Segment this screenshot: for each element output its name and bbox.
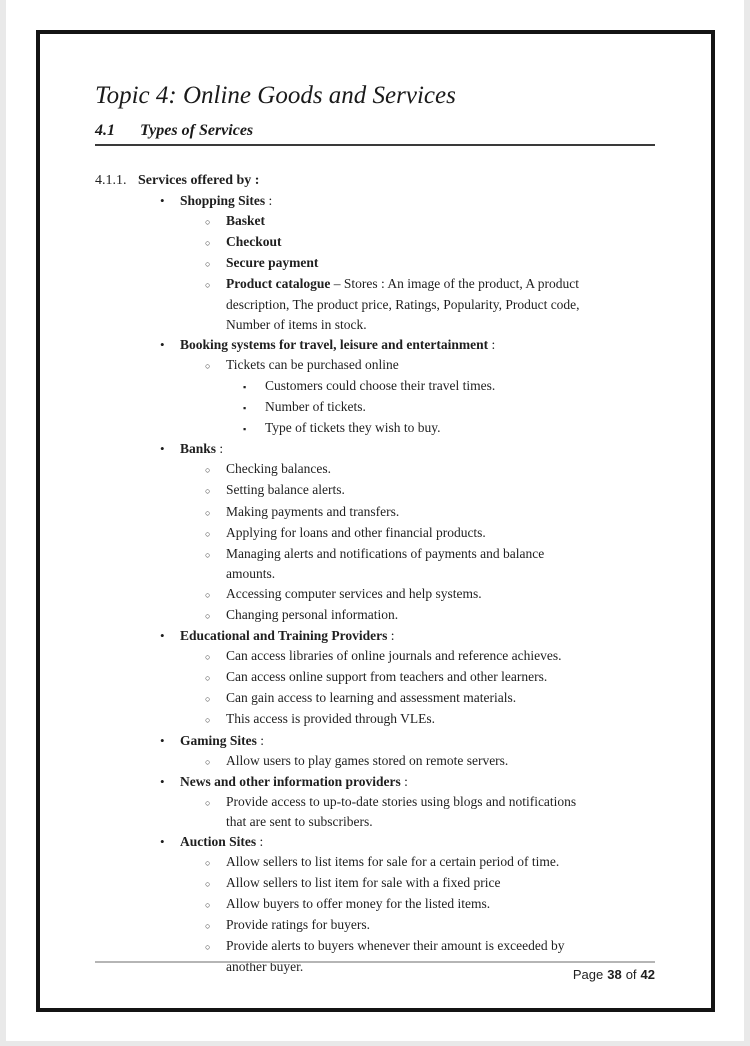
list-item-level-3 [95, 418, 655, 439]
list-item-text: Allow sellers to list items for sale for a certain period of time. [226, 854, 560, 870]
page-total: 42 [640, 967, 655, 982]
list-item-level-2 [95, 274, 655, 334]
section-heading [95, 120, 655, 146]
list-item-text: Allow users to play games stored on remote servers. [226, 752, 509, 768]
bullet-circle-icon: ○ [205, 259, 211, 270]
list-item-level-1 [95, 626, 655, 646]
list-item-level-2 [95, 605, 655, 626]
list-item-text: Auction Sites : [180, 834, 264, 849]
list-item-text: News and other information providers : [180, 773, 408, 789]
bullet-disc-icon: • [160, 834, 165, 849]
list-item-text: Checkout [226, 234, 282, 250]
list-item-level-2 [95, 873, 655, 894]
page-number [95, 967, 655, 982]
document-title: Topic 4: Online Goods and Services [95, 82, 456, 109]
list-item-level-2 [95, 211, 655, 232]
bullet-circle-icon: ○ [205, 756, 211, 767]
bullet-disc-icon: • [160, 193, 165, 209]
list-item-level-1 [95, 191, 655, 211]
list-item-text: Can access libraries of online journals and reference achieves. [226, 648, 562, 664]
list-item-text: Shopping Sites : [180, 193, 273, 209]
list-item-text: Provide ratings for buyers. [226, 917, 370, 933]
bullet-circle-icon: ○ [205, 673, 211, 684]
list-item-level-1 [95, 335, 655, 355]
viewport-edge-bottom [0, 1041, 750, 1046]
bullet-circle-icon: ○ [205, 797, 211, 808]
bullet-circle-icon: ○ [205, 589, 211, 600]
page-current: 38 [607, 967, 622, 982]
list-item-text: Basket [226, 213, 266, 229]
list-item-text: Can gain access to learning and assessment materials. [226, 690, 517, 706]
list-item-level-2 [95, 355, 655, 376]
bullet-circle-icon: ○ [205, 507, 211, 518]
bullet-square-icon: ▪ [243, 403, 247, 414]
list-item-level-2 [95, 232, 655, 253]
list-item-level-2 [95, 667, 655, 688]
list-item-level-2 [95, 523, 655, 544]
bullet-circle-icon: ○ [205, 238, 211, 249]
bullet-square-icon: ▪ [243, 424, 247, 435]
list-item-text: Educational and Training Providers : [180, 628, 395, 644]
list-item-level-1 [95, 731, 655, 751]
list-item-level-2 [95, 915, 655, 936]
bullet-circle-icon: ○ [205, 942, 211, 953]
bullet-circle-icon: ○ [205, 528, 211, 539]
list-item-level-2 [95, 459, 655, 480]
bullet-circle-icon: ○ [205, 465, 211, 476]
bullet-circle-icon: ○ [205, 858, 211, 869]
subsection-number: 4.1.1. [95, 173, 127, 188]
list-item-text: Banks : [180, 441, 224, 457]
list-item-level-2 [95, 709, 655, 730]
bullet-list [95, 191, 655, 977]
bullet-circle-icon: ○ [205, 610, 211, 621]
subsection-heading [95, 171, 655, 191]
list-item-text: Allow sellers to list item for sale with a fixed price [226, 875, 501, 891]
list-item-text: Number of tickets. [265, 399, 366, 415]
page-content [95, 34, 655, 977]
list-item-text: Tickets can be purchased online [226, 356, 399, 372]
bullet-circle-icon: ○ [205, 921, 211, 932]
list-item-text: Setting balance alerts. [226, 482, 345, 498]
list-item-text: Checking balances. [226, 461, 331, 477]
list-item-level-1 [95, 832, 655, 852]
bullet-circle-icon: ○ [205, 217, 211, 228]
bullet-circle-icon: ○ [205, 715, 211, 726]
list-item-level-2 [95, 792, 655, 832]
list-item-level-2 [95, 253, 655, 274]
list-item-level-3 [95, 376, 655, 397]
list-item-text: Provide access to up-to-date stories using blogs and notifications that are sent to subscribers. [226, 793, 577, 829]
section-number: 4.1 [95, 122, 115, 139]
footer-rule [95, 961, 655, 963]
list-item-level-2 [95, 894, 655, 915]
list-item-text: Changing personal information. [226, 606, 399, 622]
bullet-circle-icon: ○ [205, 652, 211, 663]
list-item-text: This access is provided through VLEs. [226, 711, 435, 727]
list-item-text: Product catalogue – Stores : An image of the product, A product description, The product price, Ratings, Popularity, Product code, Number of items in stock. [226, 276, 580, 332]
list-item-text: Secure payment [226, 255, 319, 271]
list-item-text: Making payments and transfers. [226, 503, 400, 519]
section-title: Types of Services [140, 122, 254, 139]
viewport-edge-right [744, 0, 750, 1046]
bullet-circle-icon: ○ [205, 360, 211, 371]
list-item-level-2 [95, 751, 655, 772]
list-item-level-1 [95, 439, 655, 459]
bullet-disc-icon: • [160, 732, 165, 748]
list-item-level-2 [95, 688, 655, 709]
bullet-circle-icon: ○ [205, 280, 211, 291]
list-item-level-1 [95, 772, 655, 792]
list-item-text: Applying for loans and other financial products. [226, 524, 486, 540]
bullet-disc-icon: • [160, 773, 165, 789]
list-item-text: Type of tickets they wish to buy. [265, 420, 441, 436]
list-item-level-2 [95, 480, 655, 501]
list-item-text: Managing alerts and notifications of payments and balance amounts. [226, 545, 545, 581]
list-item-text: Accessing computer services and help systems. [226, 585, 482, 601]
list-item-text: Can access online support from teachers and other learners. [226, 669, 548, 685]
bullet-disc-icon: • [160, 336, 165, 352]
bullet-circle-icon: ○ [205, 900, 211, 911]
list-item-level-3 [95, 397, 655, 418]
list-item-level-2 [95, 502, 655, 523]
list-item-level-2 [95, 544, 655, 584]
list-item-level-2 [95, 852, 655, 873]
bullet-circle-icon: ○ [205, 879, 211, 890]
document-page [36, 30, 715, 1012]
bullet-circle-icon: ○ [205, 694, 211, 705]
list-item-level-2 [95, 646, 655, 667]
viewport-edge-left [0, 0, 6, 1046]
list-item-text: Provide alerts to buyers whenever their amount is exceeded by another buyer. [226, 938, 565, 974]
page-footer [95, 961, 655, 982]
list-item-text: Allow buyers to offer money for the listed items. [226, 896, 491, 912]
of-label: of [625, 967, 637, 982]
page-label: Page [572, 967, 604, 982]
bullet-disc-icon: • [160, 441, 165, 457]
bullet-disc-icon: • [160, 628, 165, 644]
list-item-level-2 [95, 584, 655, 605]
bullet-circle-icon: ○ [205, 549, 211, 560]
bullet-circle-icon: ○ [205, 486, 211, 497]
list-item-text: Gaming Sites : [180, 732, 265, 748]
bullet-square-icon: ▪ [243, 381, 247, 392]
subsection-title: Services offered by : [138, 173, 260, 188]
list-item-text: Customers could choose their travel times. [265, 377, 496, 393]
list-item-text: Booking systems for travel, leisure and entertainment : [180, 336, 496, 352]
